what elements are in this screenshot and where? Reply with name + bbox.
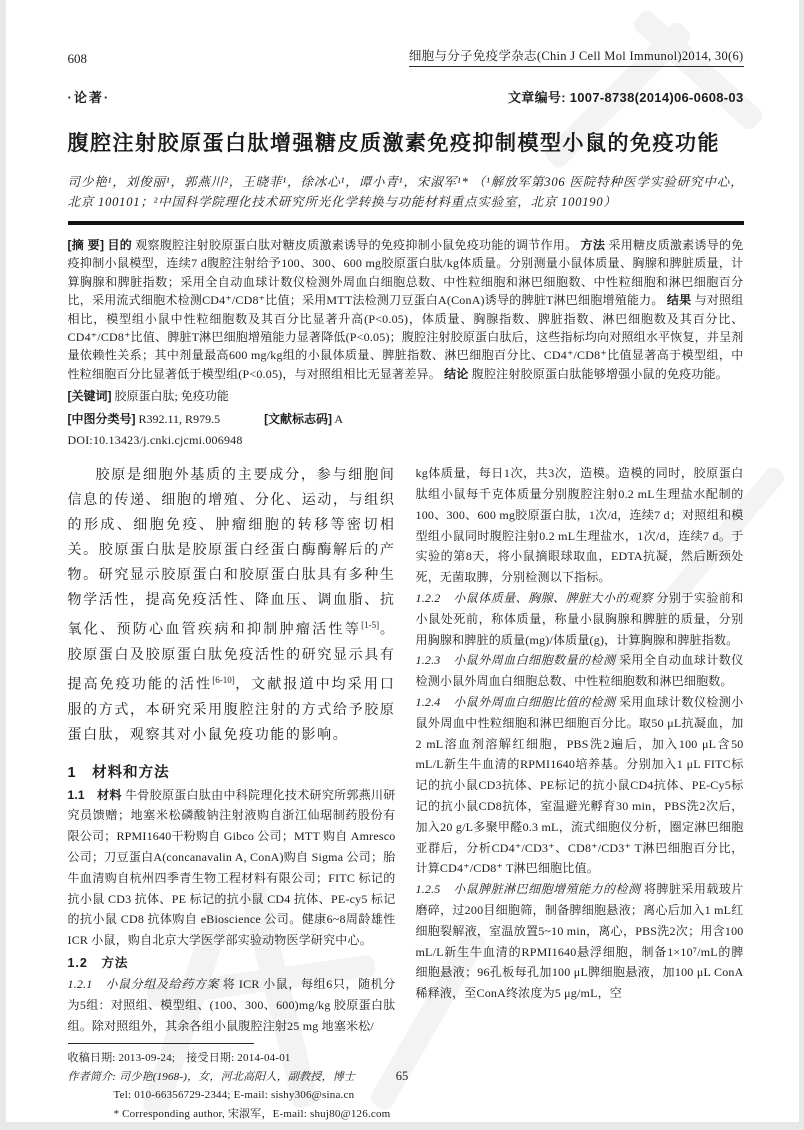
author-list: 司少艳¹，刘俊丽¹，郭燕川²，王晓菲¹，徐冰心¹，谭小青¹，宋淑军¹* xyxy=(68,175,469,189)
doi-line: DOI:10.13423/j.cnki.cjcmi.006948 xyxy=(68,430,744,450)
section-1-2-3-text: 采用全自动血球计数仪检测小鼠外周血白细胞总数、中性粒细胞数和淋巴细胞数。 xyxy=(416,653,744,688)
page-header xyxy=(68,46,744,67)
abstract-conclusion-text: 腹腔注射胶原蛋白肽能够增强小鼠的免疫功能。 xyxy=(472,367,728,381)
section-1-2-5-label: 1.2.5 小鼠脾脏淋巴细胞增殖能力的检测 xyxy=(416,882,641,896)
abstract-label: [摘 要] xyxy=(68,238,105,252)
keywords-text: 胶原蛋白肽; 免疫功能 xyxy=(115,389,229,403)
section-1-2-2-text: 分别于实验前和小鼠处死前，称体质量，称量小鼠胸腺和脾脏的质量，分别用胸腺和脾脏的质量(mg)/体质量(g)，计算胸腺和脾脏指数。 xyxy=(416,591,744,647)
footnote-contact: Tel: 010-66356729-2344; E-mail: sishy306@sina.cn xyxy=(68,1086,396,1105)
footnote-block xyxy=(68,1049,396,1123)
journal-citation: 细胞与分子免疫学杂志(Chin J Cell Mol Immunol)2014, 30(6) xyxy=(409,46,744,67)
clc-value: R392.11, R979.5 xyxy=(139,412,221,426)
methods-continuation-paragraph: kg体质量，每日1次，共3次，造模。造模的同时，胶原蛋白肽组小鼠每千克体质量分别腹腔注射0.2 mL生理盐水配制的100、300、600 mg胶原蛋白肽，1次/d，连续7 d；对照组和模型组小鼠同时腹腔注射0.2 mL生理盐水，1次/d，连续7 d。于实验的第8天，将小鼠摘眼球取血，EDTA抗凝，然后断颈处死，无菌取脾，分别检测以下指标。 xyxy=(416,463,744,588)
section-1-2-2-paragraph xyxy=(416,588,744,650)
page-number-bottom: 65 xyxy=(6,1069,799,1084)
section-1-1-paragraph xyxy=(68,785,396,951)
clc-label: [中图分类号] xyxy=(68,412,136,426)
article-type-label: ·论著· xyxy=(68,87,111,106)
affiliation-list: （¹解放军第306 医院特种医学实验研究中心，北京 100101；²中国科学院理化技术研究所光化学转换与功能材料重点实验室，北京 100190） xyxy=(68,175,744,209)
section-1-2-4-paragraph xyxy=(416,692,744,879)
doc-code-label: [文献标志码] xyxy=(264,412,332,426)
section-1-2-1-paragraph xyxy=(68,974,396,1036)
header-row-2 xyxy=(68,87,744,106)
section-1-2-1-label: 1.2.1 小鼠分组及给药方案 xyxy=(68,977,220,991)
abstract-conclusion-label: 结论 xyxy=(444,367,468,381)
section-1-2-5-text: 将脾脏采用载玻片磨碎，过200目细胞筛，制备脾细胞悬液；离心后加入1 mL红细胞裂解液，室温放置5~10 min，离心，PBS洗2次；用含100 mL/L新生牛血清的RPMI1640悬浮细胞，制备1×10⁷/mL的脾细胞悬液；96孔板每孔加100 μL脾细胞悬液，加100 μL ConA稀释液，至ConA终浓度为5 μg/mL，空 xyxy=(416,882,744,1000)
classification-line xyxy=(68,409,744,429)
section-1-1-label: 1.1 材料 xyxy=(68,788,122,802)
doc-code-value: A xyxy=(334,412,343,426)
footnote-corresponding-author: * Corresponding author, 宋淑军，E-mail: shuj80@126.com xyxy=(68,1105,396,1124)
paper-title: 腹腔注射胶原蛋白肽增强糖皮质激素免疫抑制模型小鼠的免疫功能 xyxy=(68,130,744,158)
section-1-2-4-text: 采用血球计数仪检测小鼠外周血中性粒细胞和淋巴细胞百分比。取50 μL抗凝血，加2 mL溶血剂溶解红细胞，PBS洗2遍后，加入100 μL含50 mL/L新生牛血清的RPMI1640培养基。分别加入1 μL FITC标记的抗小鼠CD3抗体、PE标记的抗小鼠CD4抗体、PE-Cy5标记的抗小鼠CD8抗体，室温避光孵育30 min，PBS洗2次后，加入20 g/L多聚甲醛0.3 mL，流式细胞仪分析，圈定淋巴细胞亚群后，分析CD4⁺/CD3⁺、CD8⁺/CD3⁺ T淋巴细胞百分比，计算CD4⁺/CD8⁺ T淋巴细胞比值。 xyxy=(416,695,744,875)
authors-affiliations xyxy=(68,172,744,212)
intro-part1: 胶原是细胞外基质的主要成分，参与细胞间信息的传递、细胞的增殖、分化、运动，与组织的形成、细胞免疫、肿瘤细胞的转移等密切相关。胶原蛋白肽是胶原蛋白经蛋白酶酶解后的产物。研究显示胶原蛋白和胶原蛋白肽具有多种生物学活性，提高免疫活性、降血压、调血脂、抗氧化、预防心血管疾病和抑制肿瘤活性等 xyxy=(68,468,396,638)
footnote-author-bio: 作者简介: 司少艳(1968-)，女，河北高阳人，副教授，博士 xyxy=(68,1068,396,1087)
abstract-methods-text: 采用糖皮质激素诱导的免疫抑制小鼠模型，连续7 d腹腔注射给予100、300、600 mg胶原蛋白肽/kg体质量。分别测量小鼠体质量、胸腺和脾脏质量，计算胸腺和脾脏指数；采用全自动血球计数仪检测外周血白细胞总数、中性粒细胞和淋巴细胞数、中性粒细胞和淋巴细胞百分比，采用流式细胞术检测CD4⁺/CD8⁺比值；采用MTT法检测刀豆蛋白A(ConA)诱导的脾脏T淋巴细胞增殖能力。 xyxy=(68,238,744,307)
section-1-2-3-paragraph xyxy=(416,650,744,692)
reference-marker-1: [1-5] xyxy=(361,620,379,630)
abstract-objective-label: 目的 xyxy=(107,238,132,252)
section-1-2-4-label: 1.2.4 小鼠外周血白细胞比值的检测 xyxy=(416,695,616,709)
keywords-label: [关键词] xyxy=(68,389,112,403)
intro-part2: 。胶原蛋白及胶原蛋白肽免疫活性的研究显示具有提高免疫功能的活性 xyxy=(68,623,396,693)
keywords-line xyxy=(68,386,744,406)
abstract xyxy=(68,236,744,383)
abstract-objective-text: 观察腹腔注射胶原蛋白肽对糖皮质激素诱导的免疫抑制小鼠免疫功能的调节作用。 xyxy=(135,238,577,252)
abstract-methods-label: 方法 xyxy=(581,238,606,252)
paper-page xyxy=(6,0,799,1122)
right-column xyxy=(416,463,744,1063)
section-1-2-5-paragraph xyxy=(416,879,744,1004)
abstract-results-text: 与对照组相比，模型组小鼠中性粒细胞数及其百分比显著升高(P<0.05)，体质量、胸腺指数、脾脏指数、淋巴细胞数及其百分比、CD4⁺/CD8⁺比值、脾脏T淋巴细胞增殖能力显著降低(P<0.05)；腹腔注射胶原蛋白肽后，这些指标均向对照组水平恢复，并呈剂量依赖性关系；其中剂量最高600 mg/kg组的小鼠体质量、脾脏指数、淋巴细胞百分比、CD4⁺/CD8⁺比值显著高于模型组，中性粒细胞百分比显著低于模型组(P<0.05)，与对照组相比无显著差异。 xyxy=(68,293,744,381)
page-number-top: 608 xyxy=(68,51,88,67)
section-1-2-3-label: 1.2.3 小鼠外周血白细胞数量的检测 xyxy=(416,653,616,667)
section-1-1-text: 牛骨胶原蛋白肽由中科院理化技术研究所郭燕川研究员馈赠；地塞米松磷酸钠注射液购自浙江仙琚制药股份有限公司；RPMI1640干粉购自 Gibco 公司；MTT 购自 Amresco 公司；刀豆蛋白A(concanavalin A, ConA)购自 Sigma 公司；胎牛血清购自杭州四季青生物工程材料有限公司；FITC 标记的抗小鼠 CD3 抗体、PE 标记的抗小鼠 CD4 抗体、PE-cy5 标记的抗小鼠 CD8 抗体购自 eBioscience 公司。健康6~8周龄雄性 ICR 小鼠，购自北京大学医学部实验动物医学研究中心。 xyxy=(68,788,396,948)
two-column-body xyxy=(68,463,744,1063)
section-1-2-2-label: 1.2.2 小鼠体质量、胸腺、脾脏大小的观察 xyxy=(416,591,653,605)
left-column xyxy=(68,463,396,1063)
section-1-2-1-text: 将 ICR 小鼠，每组6只，随机分为5组：对照组、模型组、(100、300、600)mg/kg 胶原蛋白肽组。除对照组外，其余各组小鼠腹腔注射25 mg 地塞米松/ xyxy=(68,977,396,1033)
reference-marker-2: [6-10] xyxy=(212,675,235,685)
abstract-results-label: 结果 xyxy=(667,293,691,307)
section-1-heading: 1 材料和方法 xyxy=(68,761,396,785)
footnote-rule xyxy=(68,1043,254,1044)
section-1-2-heading: 1.2 方法 xyxy=(68,952,396,974)
footnote-received-date: 收稿日期: 2013-09-24; 接受日期: 2014-04-01 xyxy=(68,1049,396,1068)
intro-paragraph xyxy=(68,463,396,747)
article-number: 文章编号: 1007-8738(2014)06-0608-03 xyxy=(508,87,744,106)
title-separator-rule xyxy=(68,221,744,225)
intro-part3: ，文献报道中均采用口服的方式，本研究采用腹腔注射的方式给予胶原蛋白肽，观察其对小鼠免疫功能的影响。 xyxy=(68,678,396,743)
